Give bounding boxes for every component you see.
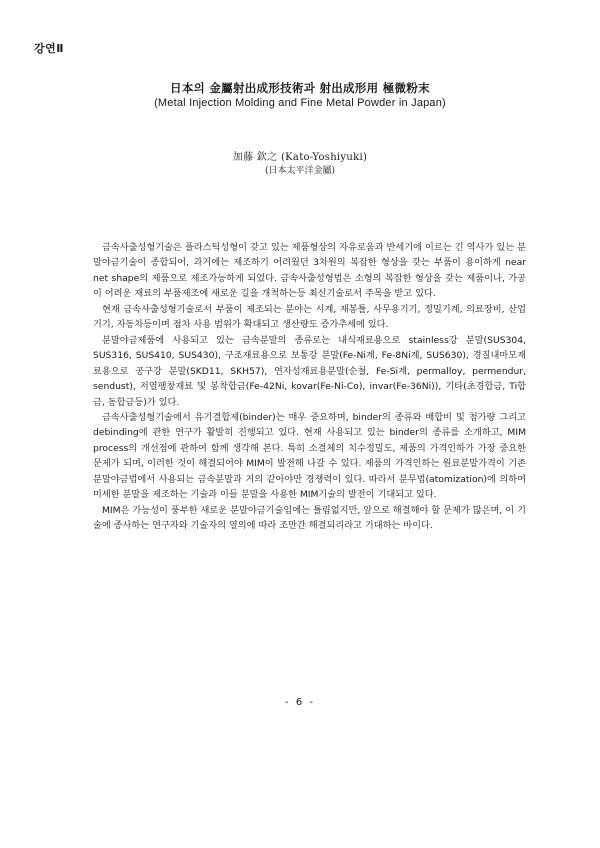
body-paragraph: 금속사출성형기술은 플라스틱성형이 갖고 있는 제품형상의 자유로움과 반세기에 이르는 긴 역사가 있는 분말야금기술이 종합되어, 과거에는 제조하기 어려웠던 3차원의 복잡한 형상을 갖는 부품이 용이하게 near net shape의 제품으로 제조가능하게 되었다. 금속사출성형법은 소형의 복잡한 형상을 갖는 제품이나, 가공이 어려운 재료의 부품제조에 새로운 길을 개척하는등 최신기술로서 주목을 받고 있다. [93, 242, 526, 300]
author-affiliation: (日本太平洋金屬) [264, 166, 336, 176]
body-paragraph: MIM은 가능성이 풍부한 새로운 분말야금기술임에는 틀림없지만, 앞으로 해결해야 할 문제가 많은며, 이 기술에 종사하는 연구자와 기술자의 열의에 따라 조만간 해결되리라고 기대하는 바이다. [93, 504, 526, 532]
abstract-body [93, 240, 526, 534]
body-paragraph: 금속사출성형기술에서 유기결합제(binder)는 매우 중요하며, binder의 종류와 배합비 및 첨가량 그리고 debinding에 관한 연구가 활발히 진행되고 있다. 현재 사용되고 있는 binder의 종류를 소개하고, MIM process의 개선점에 관하여 함께 생각해 본다. 특히 소결체의 치수정밀도, 제품의 가격인하가 가장 중요한 문제가 되며, 이러한 것이 해결되어야 MIM이 발전해 나갈 수 있다. 제품의 가격인하는 원료분말가격이 기존 분말야금법에서 사용되는 금속분말과 거의 같아야만 경쟁력이 있다. 따라서 분무법(atomization)에 의하여 미세한 분말을 제조하는 기술과 이들 분말을 사용한 MIM기술의 발전이 기대되고 있다. [93, 411, 526, 501]
author-name: 加藤 欽之 (Kato-Yoshiyuki) [232, 152, 368, 163]
body-paragraph: 분말야금제품에 사용되고 있는 금속분말의 종류로는 내식재료용으로 stainless강 분말(SUS304, SUS316, SUS410, SUS430), 구조재료용으로 보통강 분말(Fe-Ni계, Fe-8Ni계, SUS630), 경질내마모재료용으로 공구강 분말(SKD11, SKH57), 연자성재료용분말(순철, Fe-Si계, permalloy, permendur, sendust), 저열팽창재료 및 봉착합금(Fe-42Ni, kovar(Fe-Ni-Co), invar(Fe-36Ni)), 기타(초경합금, Ti합금, 동합금등)가 있다. [93, 334, 526, 408]
body-paragraph: 현재 금속사출성형기술로서 부품이 제조되는 분야는 시계, 재봉틀, 사무용기기, 정밀기계, 의료장비, 산업기기, 자동차등이며 점차 사용 범위가 확대되고 생산량도 증가추세에 있다. [93, 303, 526, 331]
page-title: 日本의 金屬射出成形技術과 射出成形用 極微粉末 [170, 81, 430, 95]
page-number: - 6 - [285, 697, 315, 708]
page-subtitle-english: (Metal Injection Molding and Fine Metal Powder in Japan) [154, 97, 446, 109]
section-label: 강연Ⅱ [34, 42, 64, 55]
